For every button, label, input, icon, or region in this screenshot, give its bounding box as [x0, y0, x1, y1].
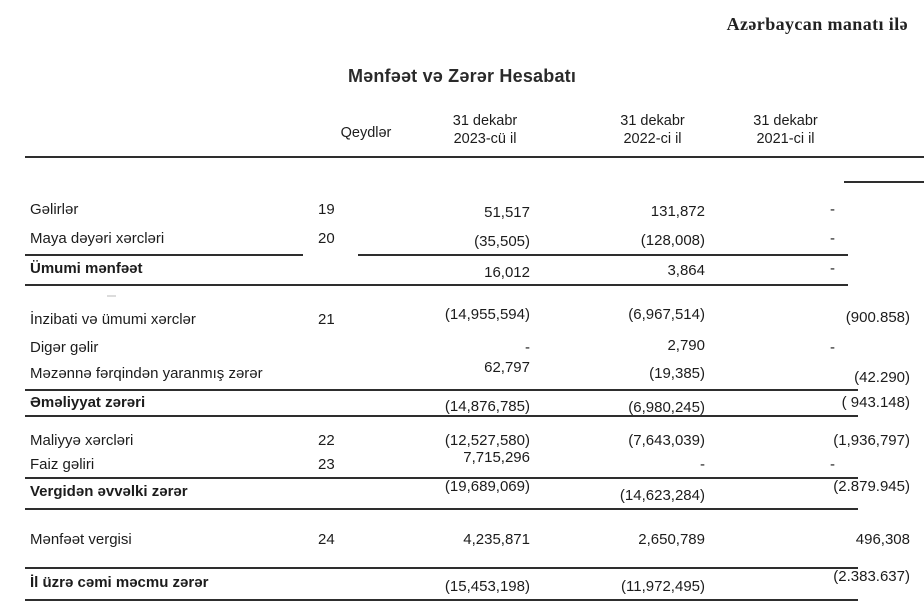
row-value-2022: (7,643,039) — [628, 432, 705, 449]
row-note — [315, 364, 390, 384]
table-row-operating-loss — [25, 393, 910, 416]
divider-costofsales-right — [358, 254, 848, 256]
col-header-2022-line1: 31 dekabr — [620, 113, 685, 129]
row-value-2021: - — [830, 260, 835, 277]
row-value-2022: (19,385) — [649, 365, 705, 382]
row-note: 24 — [318, 531, 335, 548]
row-note: 22 — [318, 432, 335, 449]
table-row-loss-before-tax — [25, 478, 910, 504]
row-label: Vergidən əvvəlki zərər — [30, 483, 188, 500]
row-label: Əməliyyat zərəri — [30, 394, 146, 411]
row-value-2022: (14,623,284) — [619, 487, 705, 504]
col-header-2023 — [420, 112, 550, 148]
row-label: Mənfəət vergisi — [30, 531, 132, 548]
row-value-2023: - — [525, 339, 530, 356]
row-label: Gəlirlər — [30, 201, 79, 218]
col-header-2022 — [585, 112, 720, 148]
col-header-2021-line1: 31 dekabr — [753, 113, 818, 129]
row-label: Maliyyə xərcləri — [30, 432, 134, 449]
row-value-2021: - — [830, 339, 835, 356]
row-note — [315, 482, 390, 502]
row-value-2022: (128,008) — [640, 232, 705, 249]
row-value-2022: (11,972,495) — [621, 578, 705, 595]
divider-header-underline — [25, 156, 924, 158]
row-value-2023: 7,715,296 — [463, 449, 530, 466]
row-value-2022: 131,872 — [650, 203, 705, 220]
divider-right-segment — [844, 181, 924, 183]
col-header-2023-line1: 31 dekabr — [452, 113, 518, 129]
currency-note: Azərbaycan manatı ilə — [726, 14, 908, 34]
divider-totalloss-underline — [25, 599, 858, 601]
row-value-2021: - — [830, 456, 835, 473]
row-value-2023: (35,505) — [474, 233, 530, 250]
row-value-2021: (2.383.637) — [833, 568, 910, 585]
row-label: Maya dəyəri xərcləri — [30, 230, 165, 247]
row-label: Faiz gəliri — [30, 456, 95, 473]
row-label: İl üzrə cəmi məcmu zərər — [30, 574, 209, 591]
divider-pretaxloss-underline — [25, 508, 858, 510]
row-value-2022: (6,967,514) — [628, 306, 705, 323]
row-note: 23 — [318, 456, 335, 473]
table-row-total-comprehensive-loss — [25, 568, 910, 595]
row-value-2023: (12,527,580) — [444, 432, 530, 449]
table-row-cost-of-sales — [25, 229, 910, 249]
row-value-2023: (14,876,785) — [444, 398, 530, 415]
row-note — [315, 338, 390, 358]
row-value-2021: ( 943.148) — [841, 394, 910, 411]
table-row-fx-loss — [25, 359, 910, 386]
row-note: 20 — [318, 230, 335, 247]
table-row-interest-income — [25, 449, 910, 475]
row-value-2022: - — [700, 456, 705, 473]
table-row-income-tax — [25, 530, 910, 550]
row-value-2023: 51,517 — [484, 204, 530, 221]
table-row-revenue — [25, 200, 910, 220]
row-value-2021: - — [830, 230, 835, 247]
row-value-2021: (42.290) — [854, 369, 910, 386]
row-label: İnzibati və ümumi xərclər — [30, 311, 196, 328]
row-value-2022: 3,864 — [667, 262, 705, 279]
page-title: Mənfəət və Zərər Hesabatı — [347, 66, 577, 86]
row-value-2023: 4,235,871 — [463, 531, 530, 548]
row-value-2023: (14,955,594) — [444, 306, 530, 323]
scan-artifact — [107, 295, 116, 297]
row-note — [315, 259, 390, 279]
row-value-2023: (19,689,069) — [444, 478, 530, 495]
row-label: Məzənnə fərqindən yaranmış zərər — [30, 365, 263, 382]
row-value-2022: (6,980,245) — [628, 399, 705, 416]
col-header-2021-line2: 2021-ci il — [756, 131, 815, 147]
table-row-gross-profit — [25, 259, 910, 279]
divider-grossprofit-underline — [25, 284, 848, 286]
row-label: Ümumi mənfəət — [30, 260, 143, 277]
col-header-notes: Qeydlər — [340, 125, 392, 141]
row-value-2021: (900.858) — [845, 309, 910, 326]
row-value-2023: (15,453,198) — [444, 578, 530, 595]
row-value-2021: (2.879.945) — [833, 478, 910, 495]
row-value-2021: (1,936,797) — [833, 432, 910, 449]
row-value-2022: 2,650,789 — [638, 531, 705, 548]
col-header-2022-line2: 2022-ci il — [623, 131, 682, 147]
row-note: 21 — [318, 311, 335, 328]
row-value-2022: 2,790 — [667, 337, 705, 354]
row-value-2021: 496,308 — [855, 531, 910, 548]
row-value-2023: 16,012 — [484, 264, 530, 281]
row-value-2021: - — [830, 201, 835, 218]
table-row-admin-expenses — [25, 306, 910, 330]
row-note — [315, 573, 390, 593]
row-note: 19 — [318, 201, 335, 218]
col-header-2023-line2: 2023-cü il — [453, 131, 517, 147]
row-note — [315, 393, 390, 413]
divider-operatingloss-topline — [25, 389, 858, 391]
row-value-2023: 62,797 — [484, 359, 530, 376]
col-header-2021 — [728, 112, 843, 148]
table-row-other-income — [25, 338, 910, 358]
divider-costofsales-left — [25, 254, 303, 256]
row-label: Digər gəlir — [30, 339, 99, 356]
